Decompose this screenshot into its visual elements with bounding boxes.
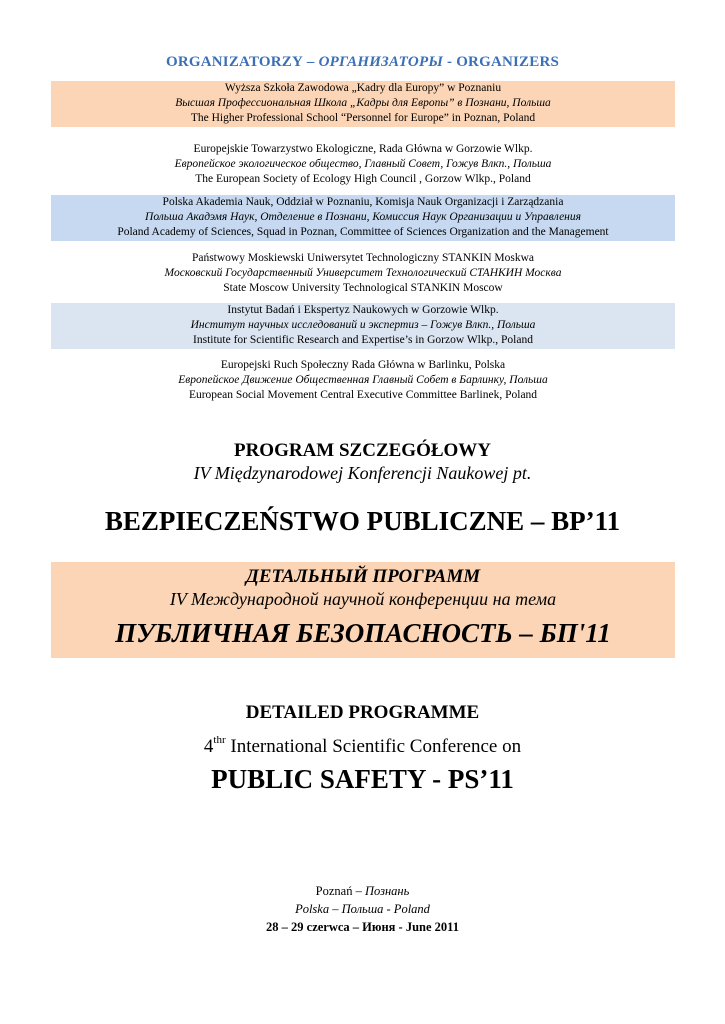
organizers-heading-pl: ORGANIZATORZY xyxy=(165,54,304,70)
organizer-name-ru: Московский Государственный Университет Технологический СТАНКИН Москва xyxy=(164,267,562,279)
organizer-block xyxy=(51,358,675,404)
organizer-block xyxy=(51,142,675,188)
russian-program-title: ДЕТАЛЬНЫЙ ПРОГРАММ xyxy=(245,566,481,587)
footer-city xyxy=(0,884,725,899)
organizers-heading-en: ORGANIZERS xyxy=(456,54,560,70)
organizer-name-en: Poland Academy of Sciences, Squad in Poznan, Committee of Sciences Organization and the Management xyxy=(117,226,609,238)
english-program-subtitle xyxy=(0,736,725,758)
organizer-name-pl: Polska Akademia Nauk, Oddział w Poznaniu, Komisja Nauk Organizacji i Zarządzania xyxy=(162,196,564,208)
organizer-name-pl: Europejskie Towarzystwo Ekologiczne, Rada Główna w Gorzowie Wlkp. xyxy=(193,143,533,155)
organizer-name-ru: Польша Акадэмя Наук, Отделение в Познани, Комиссия Наук Организации и Управления xyxy=(145,211,581,223)
organizer-name-pl: Instytut Badań i Ekspertyz Naukowych w Gorzowie Wlkp. xyxy=(227,304,499,316)
organizer-name-en: The Higher Professional School “Personnel for Europe” in Poznan, Poland xyxy=(190,112,536,124)
organizer-name-pl: Wyższa Szkoła Zawodowa „Kadry dla Europy” w Poznaniu xyxy=(224,82,502,94)
english-program-title: DETAILED PROGRAMME xyxy=(245,702,480,723)
organizers-heading-dash2: - xyxy=(443,54,457,70)
organizers-heading xyxy=(0,54,725,71)
organizer-block xyxy=(51,81,675,127)
russian-program-subtitle: IV Международной научной конференции на тема xyxy=(169,589,557,609)
organizer-name-pl: Państwowy Moskiewski Uniwersytet Technologiczny STANKIN Moskwa xyxy=(191,252,535,264)
english-conference-name: PUBLIC SAFETY - PS’11 xyxy=(211,764,514,794)
organizer-block xyxy=(51,251,675,297)
organizers-heading-ru: ОРГАНИЗАТОРЫ xyxy=(318,54,444,70)
ordinal-suffix: thr xyxy=(213,734,226,746)
polish-conference-name: BEZPIECZEŃSTWO PUBLICZNE – BP’11 xyxy=(104,506,621,536)
polish-program-subtitle: IV Międzynarodowej Konferencji Naukowej pt. xyxy=(193,463,532,483)
organizers-heading-dash: – xyxy=(303,54,319,70)
ordinal-number: 4 xyxy=(203,736,214,757)
footer-dates: 28 – 29 czerwca – Июня - June 2011 xyxy=(266,920,459,934)
organizer-name-ru: Высшая Профессиональная Школа „Кадры для Европы” в Познани, Польша xyxy=(175,97,551,109)
organizer-name-en: Institute for Scientific Research and Expertise’s in Gorzow Wlkp., Poland xyxy=(193,334,533,346)
organizer-name-en: The European Society of Ecology High Council , Gorzow Wlkp., Poland xyxy=(195,173,531,185)
organizer-name-en: State Moscow University Technological STANKIN Moscow xyxy=(223,282,503,294)
organizer-name-ru: Европейское Движение Общественная Главный Собет в Барлинку, Польша xyxy=(178,374,548,386)
english-subtitle-text: International Scientific Conference on xyxy=(225,736,522,757)
polish-program-heading xyxy=(0,440,725,484)
footer-city-ru: Познань xyxy=(364,884,410,898)
russian-program-heading xyxy=(51,562,675,658)
organizer-name-en: European Social Movement Central Executive Committee Barlinek, Poland xyxy=(188,389,538,401)
russian-conference-name: ПУБЛИЧНАЯ БЕЗОПАСНОСТЬ – БП'11 xyxy=(115,618,611,648)
organizer-block xyxy=(51,195,675,241)
organizer-block xyxy=(51,303,675,349)
footer-city-pl: Poznań – xyxy=(315,884,365,898)
organizer-name-pl: Europejski Ruch Społeczny Rada Główna w Barlinku, Polska xyxy=(220,359,506,371)
organizer-name-ru: Европейское экологическое общество, Главный Совет, Гожув Влкп., Польша xyxy=(174,158,552,170)
polish-program-title: PROGRAM SZCZEGÓŁOWY xyxy=(233,440,492,461)
footer-country: Polska – Польша - Poland xyxy=(295,902,430,916)
organizer-name-ru: Институт научных исследований и экспертиз – Гожув Влкп., Польша xyxy=(190,319,536,331)
